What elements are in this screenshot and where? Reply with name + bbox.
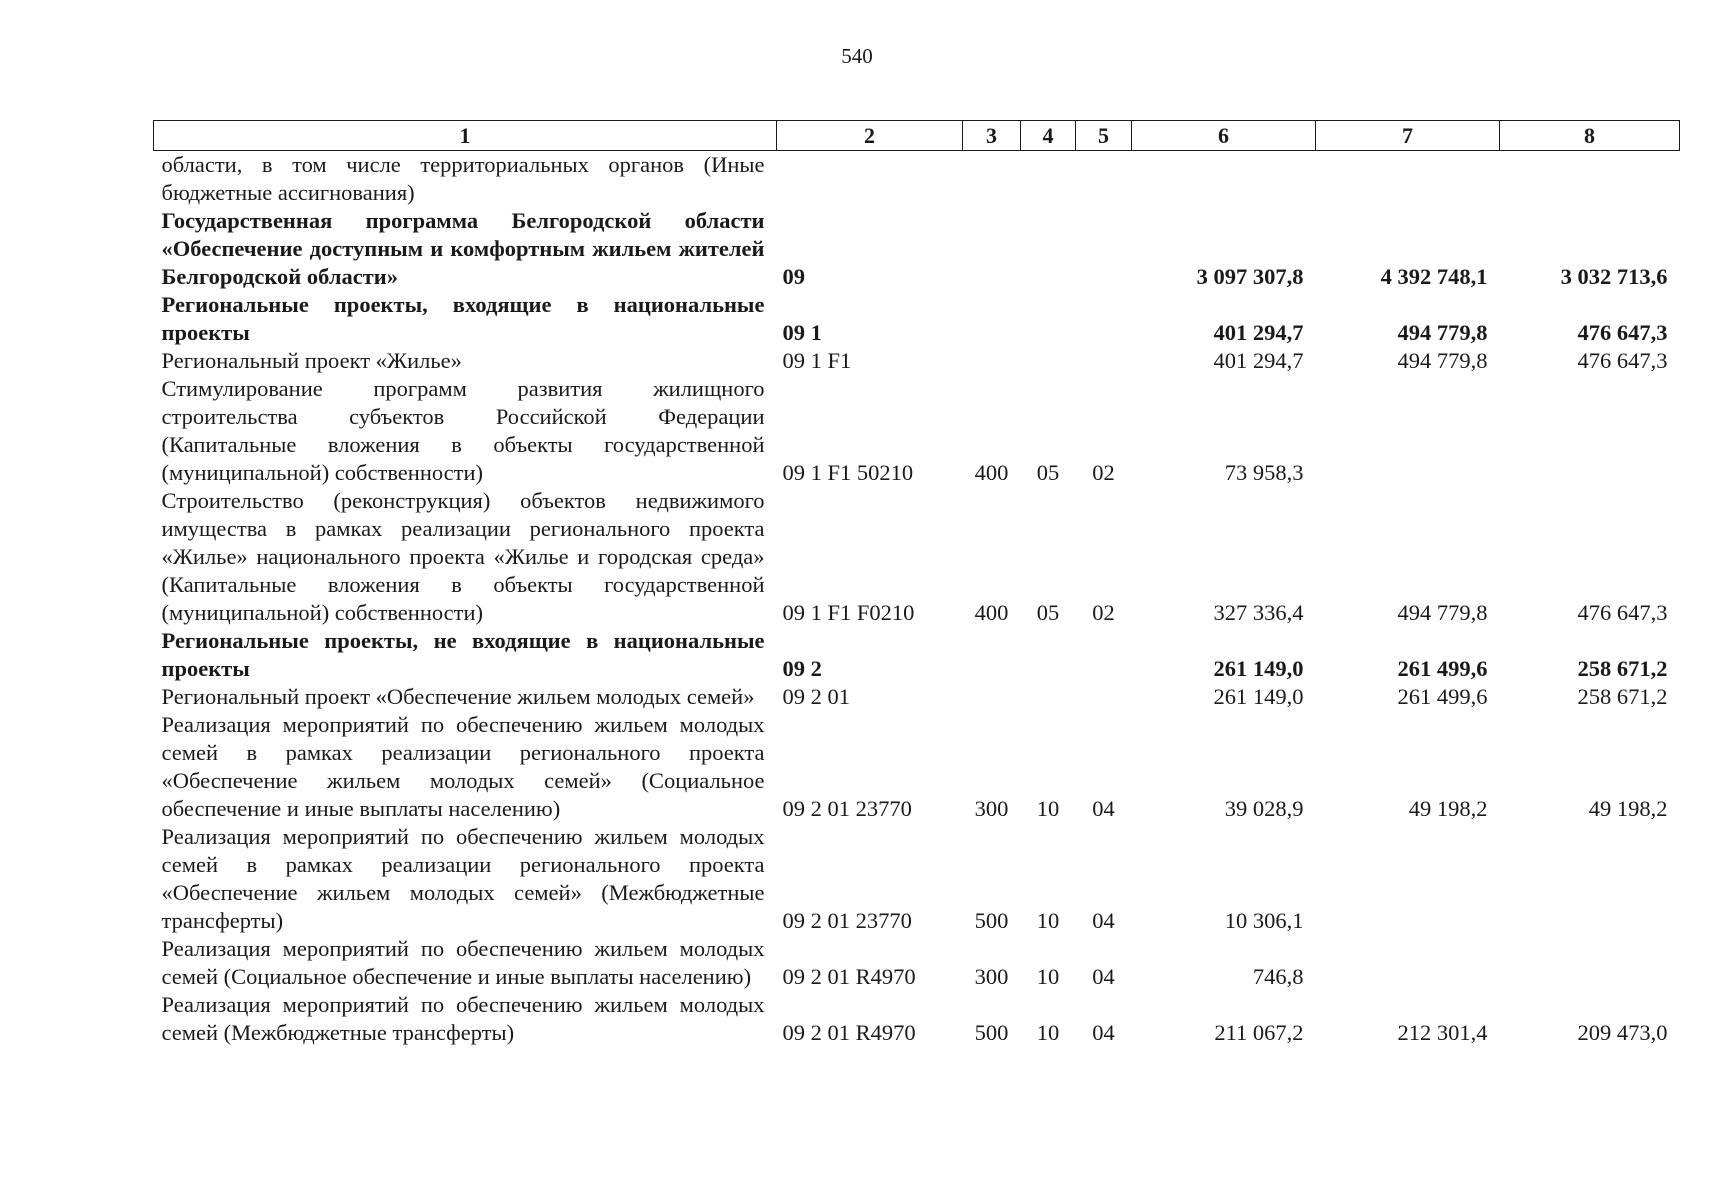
amount-year-3: 209 473,0	[1577, 1020, 1668, 1045]
row-name: Реализация мероприятий по обеспечению жильем молодых семей в рамках реализации регионального проекта «Обеспечение жильем молодых семей» (Межбюджетные трансферты)	[161, 824, 765, 933]
amount-year-3: 476 647,3	[1577, 320, 1668, 345]
subsection-code: 02	[1092, 460, 1115, 485]
amount-year-1: 39 028,9	[1224, 796, 1304, 821]
expense-type-code: 300	[974, 796, 1009, 821]
amount-year-2: 261 499,6	[1397, 656, 1488, 681]
target-article-code: 09 1 F1	[782, 348, 852, 373]
row-name: Реализация мероприятий по обеспечению жильем молодых семей (Межбюджетные трансферты)	[161, 992, 765, 1045]
amount-year-1: 73 958,3	[1224, 460, 1304, 485]
amount-year-2: 49 198,2	[1408, 796, 1488, 821]
expense-type-code	[963, 151, 1021, 208]
amount-year-3: 49 198,2	[1588, 796, 1668, 821]
expense-type-code	[963, 291, 1021, 347]
table-row	[154, 151, 1680, 208]
expense-type-code	[963, 627, 1021, 683]
table-row	[154, 683, 1680, 711]
amount-year-3: 476 647,3	[1577, 348, 1668, 373]
amount-year-2: 494 779,8	[1397, 600, 1488, 625]
column-header: 1	[154, 121, 777, 151]
section-code: 05	[1036, 460, 1060, 485]
table-row	[154, 375, 1680, 487]
amount-year-1	[1132, 151, 1316, 208]
subsection-code: 04	[1092, 964, 1115, 989]
column-header: 7	[1316, 121, 1500, 151]
table-row	[154, 347, 1680, 375]
section-code	[1021, 291, 1076, 347]
amount-year-3	[1500, 935, 1680, 991]
amount-year-1: 746,8	[1252, 964, 1304, 989]
amount-year-1: 261 149,0	[1213, 684, 1304, 709]
amount-year-2: 4 392 748,1	[1380, 264, 1488, 289]
amount-year-3	[1500, 151, 1680, 208]
target-article-code	[777, 151, 963, 208]
row-name: Строительство (реконструкция) объектов недвижимого имущества в рамках реализации регионального проекта «Жилье» национального проекта «Жилье и городская среда» (Капитальные вложения в объекты государственной (муниципальной) собственности)	[161, 488, 765, 625]
row-name: Реализация мероприятий по обеспечению жильем молодых семей в рамках реализации регионального проекта «Обеспечение жильем молодых семей» (Социальное обеспечение и иные выплаты населению)	[161, 712, 765, 821]
subsection-code: 04	[1092, 1020, 1115, 1045]
expense-type-code	[963, 207, 1021, 291]
target-article-code: 09	[782, 264, 805, 289]
expense-type-code	[963, 683, 1021, 711]
row-name: Региональный проект «Обеспечение жильем молодых семей»	[161, 684, 755, 709]
section-code: 05	[1036, 600, 1060, 625]
column-header: 5	[1076, 121, 1132, 151]
subsection-code	[1076, 347, 1132, 375]
column-number-row	[154, 121, 1680, 151]
table-row	[154, 207, 1680, 291]
table-row	[154, 823, 1680, 935]
subsection-code	[1076, 151, 1132, 208]
column-header: 3	[963, 121, 1021, 151]
target-article-code: 09 1 F1 F0210	[782, 600, 915, 625]
target-article-code: 09 2	[782, 656, 822, 681]
section-code: 10	[1036, 796, 1060, 821]
table-row	[154, 991, 1680, 1047]
subsection-code	[1076, 207, 1132, 291]
section-code	[1021, 151, 1076, 208]
amount-year-2	[1316, 151, 1500, 208]
table-row	[154, 487, 1680, 627]
row-name: области, в том числе территориальных органов (Иные бюджетные ассигнования)	[161, 152, 765, 205]
column-header: 8	[1500, 121, 1680, 151]
section-code	[1021, 347, 1076, 375]
target-article-code: 09 1 F1 50210	[782, 460, 914, 485]
amount-year-1: 3 097 307,8	[1196, 264, 1304, 289]
column-header: 6	[1132, 121, 1316, 151]
target-article-code: 09 2 01 23770	[782, 796, 912, 821]
amount-year-2: 261 499,6	[1397, 684, 1488, 709]
amount-year-2	[1316, 375, 1500, 487]
expense-type-code: 500	[974, 1020, 1009, 1045]
subsection-code: 04	[1092, 908, 1115, 933]
row-name: Региональные проекты, не входящие в национальные проекты	[161, 628, 765, 681]
expense-type-code	[963, 347, 1021, 375]
subsection-code	[1076, 291, 1132, 347]
section-code: 10	[1036, 908, 1060, 933]
expense-type-code: 500	[974, 908, 1009, 933]
target-article-code: 09 1	[782, 320, 822, 345]
row-name: Стимулирование программ развития жилищного строительства субъектов Российской Федерации (Капитальные вложения в объекты государственной (муниципальной) собственности)	[161, 376, 765, 485]
amount-year-3: 3 032 713,6	[1560, 264, 1668, 289]
section-code	[1021, 683, 1076, 711]
table-body	[154, 151, 1680, 1048]
amount-year-3: 258 671,2	[1577, 684, 1668, 709]
amount-year-2: 212 301,4	[1397, 1020, 1488, 1045]
amount-year-3	[1500, 823, 1680, 935]
amount-year-1: 211 067,2	[1214, 1020, 1304, 1045]
amount-year-3: 258 671,2	[1577, 656, 1668, 681]
amount-year-1: 401 294,7	[1213, 320, 1304, 345]
amount-year-1: 327 336,4	[1213, 600, 1304, 625]
section-code: 10	[1036, 964, 1060, 989]
section-code	[1021, 207, 1076, 291]
column-header: 4	[1021, 121, 1076, 151]
table-row	[154, 935, 1680, 991]
subsection-code: 02	[1092, 600, 1115, 625]
target-article-code: 09 2 01	[782, 684, 850, 709]
row-name: Реализация мероприятий по обеспечению жильем молодых семей (Социальное обеспечение и иные выплаты населению)	[161, 936, 765, 989]
table-row	[154, 711, 1680, 823]
amount-year-2: 494 779,8	[1397, 320, 1488, 345]
row-name: Региональные проекты, входящие в национальные проекты	[161, 292, 765, 345]
row-name: Государственная программа Белгородской области «Обеспечение доступным и комфортным жильем жителей Белгородской области»	[161, 208, 765, 289]
subsection-code	[1076, 683, 1132, 711]
expense-type-code: 400	[974, 600, 1009, 625]
target-article-code: 09 2 01 R4970	[782, 1020, 916, 1045]
target-article-code: 09 2 01 R4970	[782, 964, 916, 989]
amount-year-1: 401 294,7	[1213, 348, 1304, 373]
amount-year-2: 494 779,8	[1397, 348, 1488, 373]
expense-type-code: 400	[974, 460, 1009, 485]
amount-year-3: 476 647,3	[1577, 600, 1668, 625]
table-row	[154, 627, 1680, 683]
amount-year-2	[1316, 823, 1500, 935]
amount-year-3	[1500, 375, 1680, 487]
amount-year-1: 10 306,1	[1224, 908, 1304, 933]
amount-year-2	[1316, 935, 1500, 991]
row-name: Региональный проект «Жилье»	[161, 348, 462, 373]
amount-year-1: 261 149,0	[1213, 656, 1304, 681]
section-code	[1021, 627, 1076, 683]
subsection-code: 04	[1092, 796, 1115, 821]
subsection-code	[1076, 627, 1132, 683]
page-number: 540	[841, 44, 873, 68]
section-code: 10	[1036, 1020, 1060, 1045]
budget-table	[153, 120, 1680, 1047]
target-article-code: 09 2 01 23770	[782, 908, 912, 933]
column-header: 2	[777, 121, 963, 151]
table-row	[154, 291, 1680, 347]
expense-type-code: 300	[974, 964, 1009, 989]
